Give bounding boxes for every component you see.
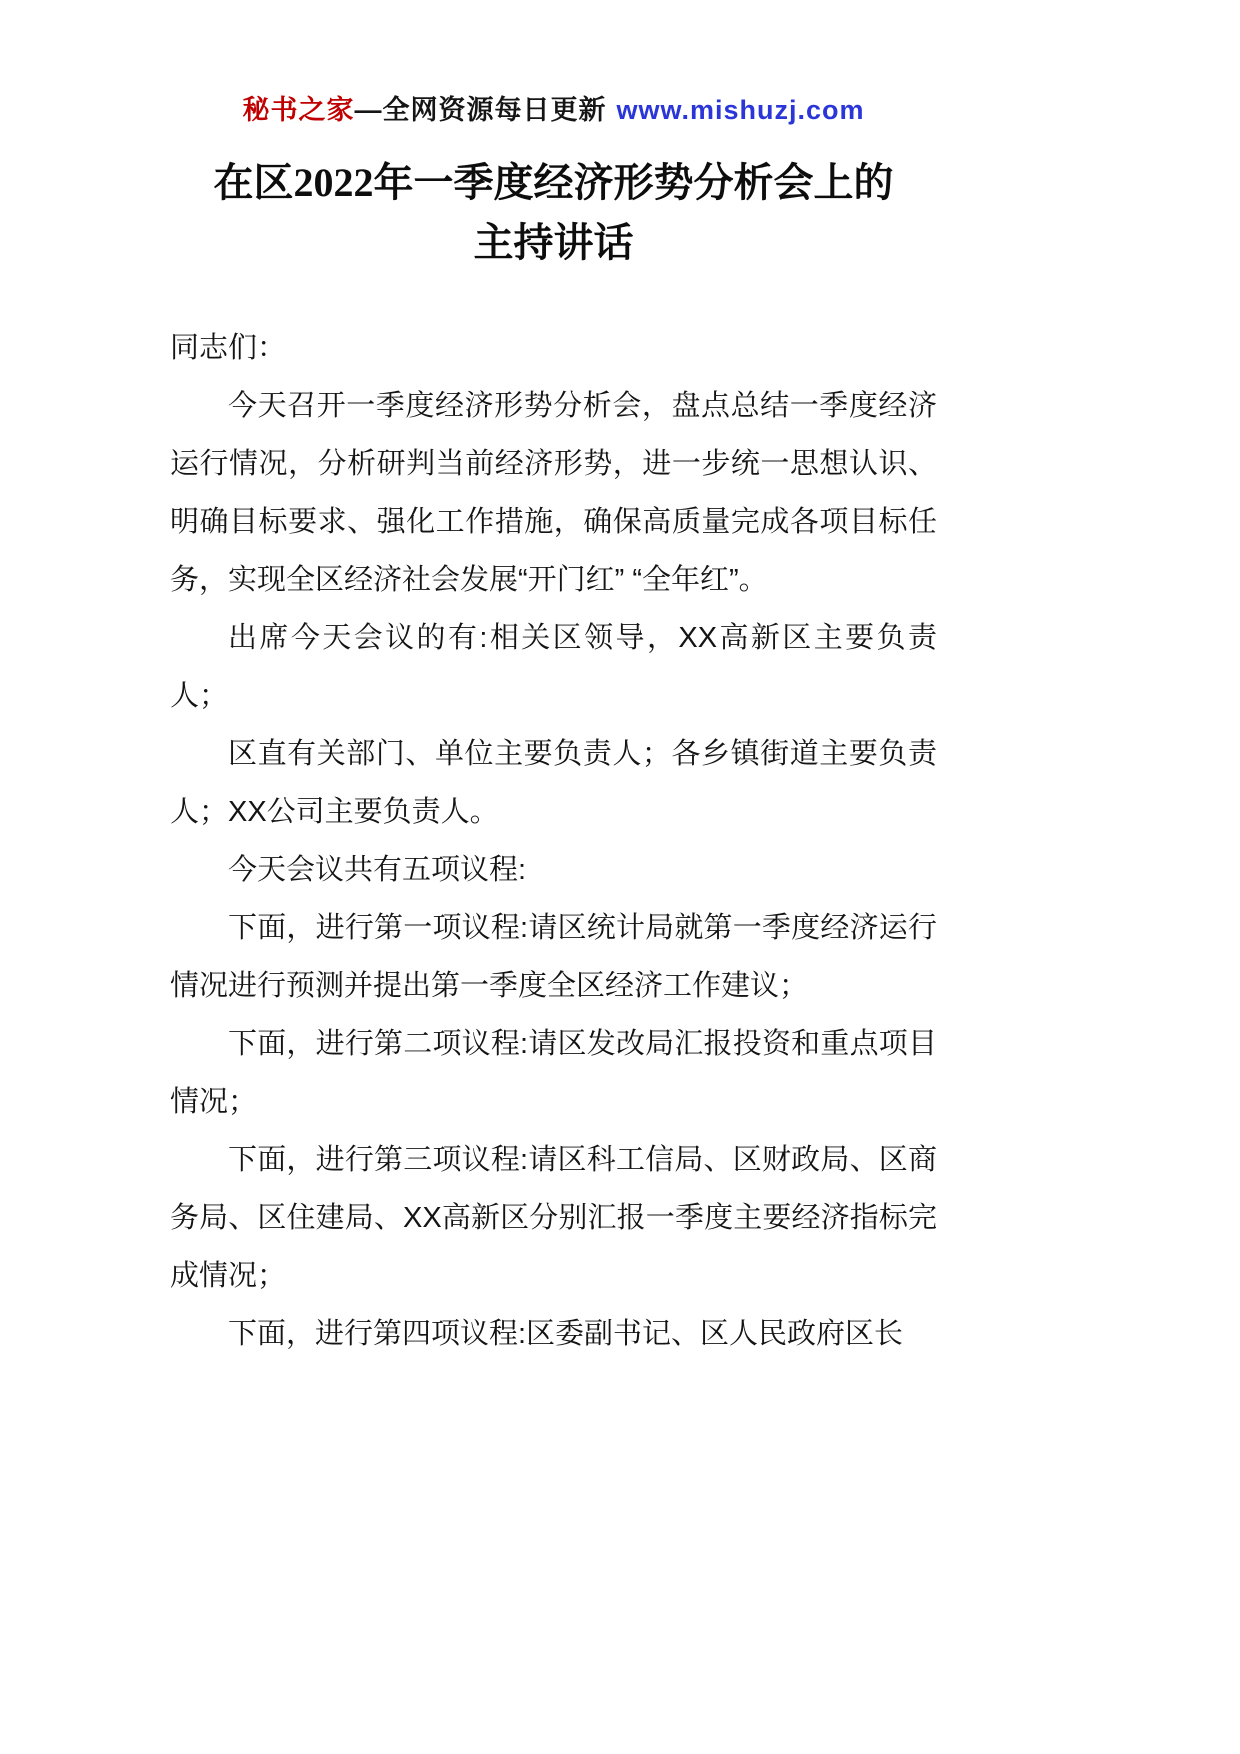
site-url-link[interactable]: www.mishuzj.com — [616, 95, 865, 125]
site-name: 秘书之家 — [242, 95, 355, 125]
paragraph: 下面，进行第四项议程:区委副书记、区人民政府区长 — [228, 1318, 904, 1350]
paragraph: 下面，进行第二项议程:请区发改局汇报投资和重点项目情况； — [170, 1028, 937, 1118]
paragraph: 下面，进行第三项议程:请区科工信局、区财政局、区商务局、区住建局、XX高新区分别汇报一季度主要经济指标完成情况； — [170, 1144, 937, 1292]
paragraph: 同志们： — [170, 332, 287, 364]
document-body — [170, 319, 937, 1363]
title-line: 主持讲话 — [473, 220, 634, 265]
paragraph: 今天召开一季度经济形势分析会，盘点总结一季度经济运行情况，分析研判当前经济形势，进一步统一思想认识、明确目标要求、强化工作措施，确保高质量完成各项目标任务，实现全区经济社会发展“开门红” “全年红”。 — [170, 390, 937, 596]
site-header — [170, 88, 937, 127]
paragraph: 下面，进行第一项议程:请区统计局就第一季度经济运行情况进行预测并提出第一季度全区经济工作建议； — [170, 912, 937, 1002]
paragraph: 区直有关部门、单位主要负责人；各乡镇街道主要负责人；XX公司主要负责人。 — [170, 738, 937, 828]
title-line: 在区2022年一季度经济形势分析会上的 — [213, 160, 894, 205]
site-tagline: —全网资源每日更新 — [354, 95, 607, 125]
paragraph: 今天会议共有五项议程: — [228, 854, 527, 886]
document-title — [170, 153, 937, 273]
paragraph: 出席今天会议的有:相关区领导，XX高新区主要负责人； — [170, 622, 937, 712]
